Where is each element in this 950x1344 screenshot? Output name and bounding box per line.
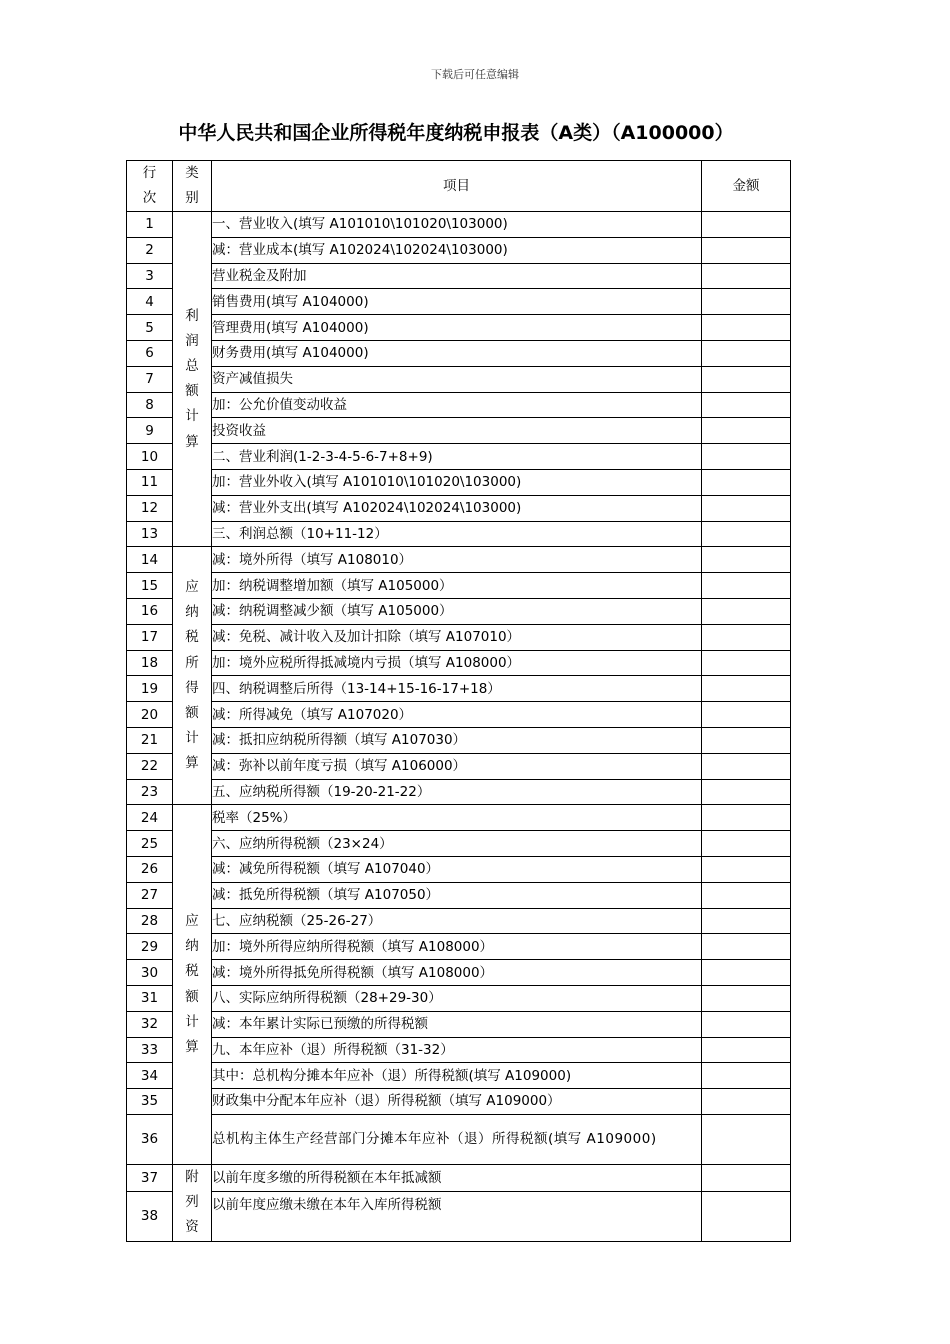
amount-cell[interactable]	[702, 289, 791, 315]
row-number: 35	[127, 1089, 173, 1115]
amount-cell[interactable]	[702, 1114, 791, 1164]
row-item: 一、营业收入(填写 A101010\101020\103000)	[212, 212, 702, 238]
row-item: 减：减免所得税额（填写 A107040）	[212, 856, 702, 882]
table-row	[127, 1037, 791, 1063]
amount-cell[interactable]	[702, 237, 791, 263]
row-number: 2	[127, 237, 173, 263]
row-item: 减：抵扣应纳税所得额（填写 A107030）	[212, 727, 702, 753]
table-row	[127, 985, 791, 1011]
row-item: 减：本年累计实际已预缴的所得税额	[212, 1011, 702, 1037]
header-item: 项目	[212, 161, 702, 212]
amount-cell[interactable]	[702, 934, 791, 960]
row-number: 36	[127, 1114, 173, 1164]
amount-cell[interactable]	[702, 547, 791, 573]
table-row	[127, 934, 791, 960]
amount-cell[interactable]	[702, 1011, 791, 1037]
row-number: 15	[127, 573, 173, 599]
table-row	[127, 521, 791, 547]
row-number: 29	[127, 934, 173, 960]
row-number: 28	[127, 908, 173, 934]
row-number: 37	[127, 1164, 173, 1192]
row-number: 16	[127, 598, 173, 624]
row-number: 1	[127, 212, 173, 238]
table-row	[127, 624, 791, 650]
row-number: 25	[127, 831, 173, 857]
row-number: 9	[127, 418, 173, 444]
row-number: 38	[127, 1192, 173, 1241]
amount-cell[interactable]	[702, 779, 791, 805]
row-number: 31	[127, 985, 173, 1011]
table-row	[127, 805, 791, 831]
row-number: 33	[127, 1037, 173, 1063]
row-item: 投资收益	[212, 418, 702, 444]
amount-cell[interactable]	[702, 650, 791, 676]
row-item: 三、利润总额（10+11-12）	[212, 521, 702, 547]
amount-cell[interactable]	[702, 1192, 791, 1241]
amount-cell[interactable]	[702, 340, 791, 366]
table-row	[127, 263, 791, 289]
header-amount: 金额	[702, 161, 791, 212]
amount-cell[interactable]	[702, 676, 791, 702]
table-row	[127, 289, 791, 315]
row-number: 24	[127, 805, 173, 831]
amount-cell[interactable]	[702, 1063, 791, 1089]
amount-cell[interactable]	[702, 495, 791, 521]
table-row	[127, 1164, 791, 1192]
row-number: 3	[127, 263, 173, 289]
amount-cell[interactable]	[702, 624, 791, 650]
row-item: 总机构主体生产经营部门分摊本年应补（退）所得税额(填写 A109000)	[212, 1114, 702, 1164]
row-number: 6	[127, 340, 173, 366]
table-row	[127, 237, 791, 263]
amount-cell[interactable]	[702, 856, 791, 882]
row-number: 26	[127, 856, 173, 882]
row-item: 其中：总机构分摊本年应补（退）所得税额(填写 A109000)	[212, 1063, 702, 1089]
row-number: 21	[127, 727, 173, 753]
row-number: 13	[127, 521, 173, 547]
table-row	[127, 1114, 791, 1164]
table-row	[127, 212, 791, 238]
row-number: 17	[127, 624, 173, 650]
table-row	[127, 598, 791, 624]
header-category: 类别	[173, 161, 212, 212]
table-row	[127, 779, 791, 805]
row-item: 四、纳税调整后所得（13-14+15-16-17+18）	[212, 676, 702, 702]
table-row	[127, 573, 791, 599]
row-number: 18	[127, 650, 173, 676]
row-number: 23	[127, 779, 173, 805]
table-row	[127, 392, 791, 418]
amount-cell[interactable]	[702, 212, 791, 238]
amount-cell[interactable]	[702, 418, 791, 444]
row-item: 减：营业成本(填写 A102024\102024\103000)	[212, 237, 702, 263]
row-number: 19	[127, 676, 173, 702]
table-row	[127, 702, 791, 728]
table-row	[127, 753, 791, 779]
row-number: 8	[127, 392, 173, 418]
table-row	[127, 418, 791, 444]
row-number: 22	[127, 753, 173, 779]
amount-cell[interactable]	[702, 444, 791, 470]
table-row	[127, 547, 791, 573]
amount-cell[interactable]	[702, 366, 791, 392]
amount-cell[interactable]	[702, 960, 791, 986]
row-item: 减：弥补以前年度亏损（填写 A106000）	[212, 753, 702, 779]
table-row	[127, 1192, 791, 1241]
table-row	[127, 1089, 791, 1115]
row-item: 管理费用(填写 A104000)	[212, 315, 702, 341]
amount-cell[interactable]	[702, 469, 791, 495]
header-note: 下载后可任意编辑	[431, 68, 519, 81]
table-row	[127, 444, 791, 470]
table-row	[127, 727, 791, 753]
row-number: 4	[127, 289, 173, 315]
row-item: 税率（25%）	[212, 805, 702, 831]
amount-cell[interactable]	[702, 1089, 791, 1115]
row-number: 5	[127, 315, 173, 341]
table-row	[127, 469, 791, 495]
table-row	[127, 856, 791, 882]
table-row	[127, 495, 791, 521]
row-item: 减：境外所得抵免所得税额（填写 A108000）	[212, 960, 702, 986]
row-item: 加：境外应税所得抵减境内亏损（填写 A108000）	[212, 650, 702, 676]
row-item: 减：抵免所得税额（填写 A107050）	[212, 882, 702, 908]
table-row	[127, 831, 791, 857]
amount-cell[interactable]	[702, 805, 791, 831]
table-row	[127, 676, 791, 702]
row-item: 减：境外所得（填写 A108010）	[212, 547, 702, 573]
tax-return-table	[126, 160, 791, 1242]
amount-cell[interactable]	[702, 521, 791, 547]
row-item: 财政集中分配本年应补（退）所得税额（填写 A109000）	[212, 1089, 702, 1115]
amount-cell[interactable]	[702, 727, 791, 753]
row-item: 营业税金及附加	[212, 263, 702, 289]
row-item: 加：境外所得应纳所得税额（填写 A108000）	[212, 934, 702, 960]
row-item: 六、应纳所得税额（23×24）	[212, 831, 702, 857]
row-number: 7	[127, 366, 173, 392]
amount-cell[interactable]	[702, 263, 791, 289]
row-number: 12	[127, 495, 173, 521]
row-number: 14	[127, 547, 173, 573]
row-item: 减：免税、减计收入及加计扣除（填写 A107010）	[212, 624, 702, 650]
row-item: 减：营业外支出(填写 A102024\102024\103000)	[212, 495, 702, 521]
table-row	[127, 1011, 791, 1037]
table-header-row	[127, 161, 791, 212]
amount-cell[interactable]	[702, 831, 791, 857]
amount-cell[interactable]	[702, 702, 791, 728]
row-number: 11	[127, 469, 173, 495]
amount-cell[interactable]	[702, 985, 791, 1011]
row-item: 减：纳税调整减少额（填写 A105000）	[212, 598, 702, 624]
row-item: 减：所得减免（填写 A107020）	[212, 702, 702, 728]
table-row	[127, 366, 791, 392]
category-tax-payable: 应纳税额计算	[173, 805, 212, 1165]
amount-cell[interactable]	[702, 598, 791, 624]
row-item: 以前年度应缴未缴在本年入库所得税额	[212, 1192, 702, 1241]
row-item: 五、应纳税所得额（19-20-21-22）	[212, 779, 702, 805]
row-number: 27	[127, 882, 173, 908]
row-item: 八、实际应纳所得税额（28+29-30）	[212, 985, 702, 1011]
row-item: 以前年度多缴的所得税额在本年抵减额	[212, 1164, 702, 1192]
page-title: 中华人民共和国企业所得税年度纳税申报表（A类）（A100000）	[178, 122, 734, 144]
row-item: 加：营业外收入(填写 A101010\101020\103000)	[212, 469, 702, 495]
row-item: 二、营业利润(1-2-3-4-5-6-7+8+9)	[212, 444, 702, 470]
category-appendix: 附列资	[173, 1164, 212, 1241]
amount-cell[interactable]	[702, 1164, 791, 1192]
amount-cell[interactable]	[702, 392, 791, 418]
amount-cell[interactable]	[702, 753, 791, 779]
amount-cell[interactable]	[702, 315, 791, 341]
table-row	[127, 340, 791, 366]
table-row	[127, 1063, 791, 1089]
header-row-no: 行次	[127, 161, 173, 212]
row-number: 34	[127, 1063, 173, 1089]
table-row	[127, 882, 791, 908]
table-row	[127, 960, 791, 986]
row-number: 32	[127, 1011, 173, 1037]
table-row	[127, 315, 791, 341]
row-item: 财务费用(填写 A104000)	[212, 340, 702, 366]
row-number: 20	[127, 702, 173, 728]
category-taxable-income: 应纳税所得额计算	[173, 547, 212, 805]
row-item: 九、本年应补（退）所得税额（31-32）	[212, 1037, 702, 1063]
table-row	[127, 908, 791, 934]
row-item: 七、应纳税额（25-26-27）	[212, 908, 702, 934]
row-item: 加：公允价值变动收益	[212, 392, 702, 418]
table-row	[127, 650, 791, 676]
amount-cell[interactable]	[702, 882, 791, 908]
row-item: 销售费用(填写 A104000)	[212, 289, 702, 315]
category-profit: 利润总额计算	[173, 212, 212, 547]
amount-cell[interactable]	[702, 908, 791, 934]
row-item: 加：纳税调整增加额（填写 A105000）	[212, 573, 702, 599]
amount-cell[interactable]	[702, 573, 791, 599]
row-number: 30	[127, 960, 173, 986]
row-number: 10	[127, 444, 173, 470]
amount-cell[interactable]	[702, 1037, 791, 1063]
row-item: 资产减值损失	[212, 366, 702, 392]
